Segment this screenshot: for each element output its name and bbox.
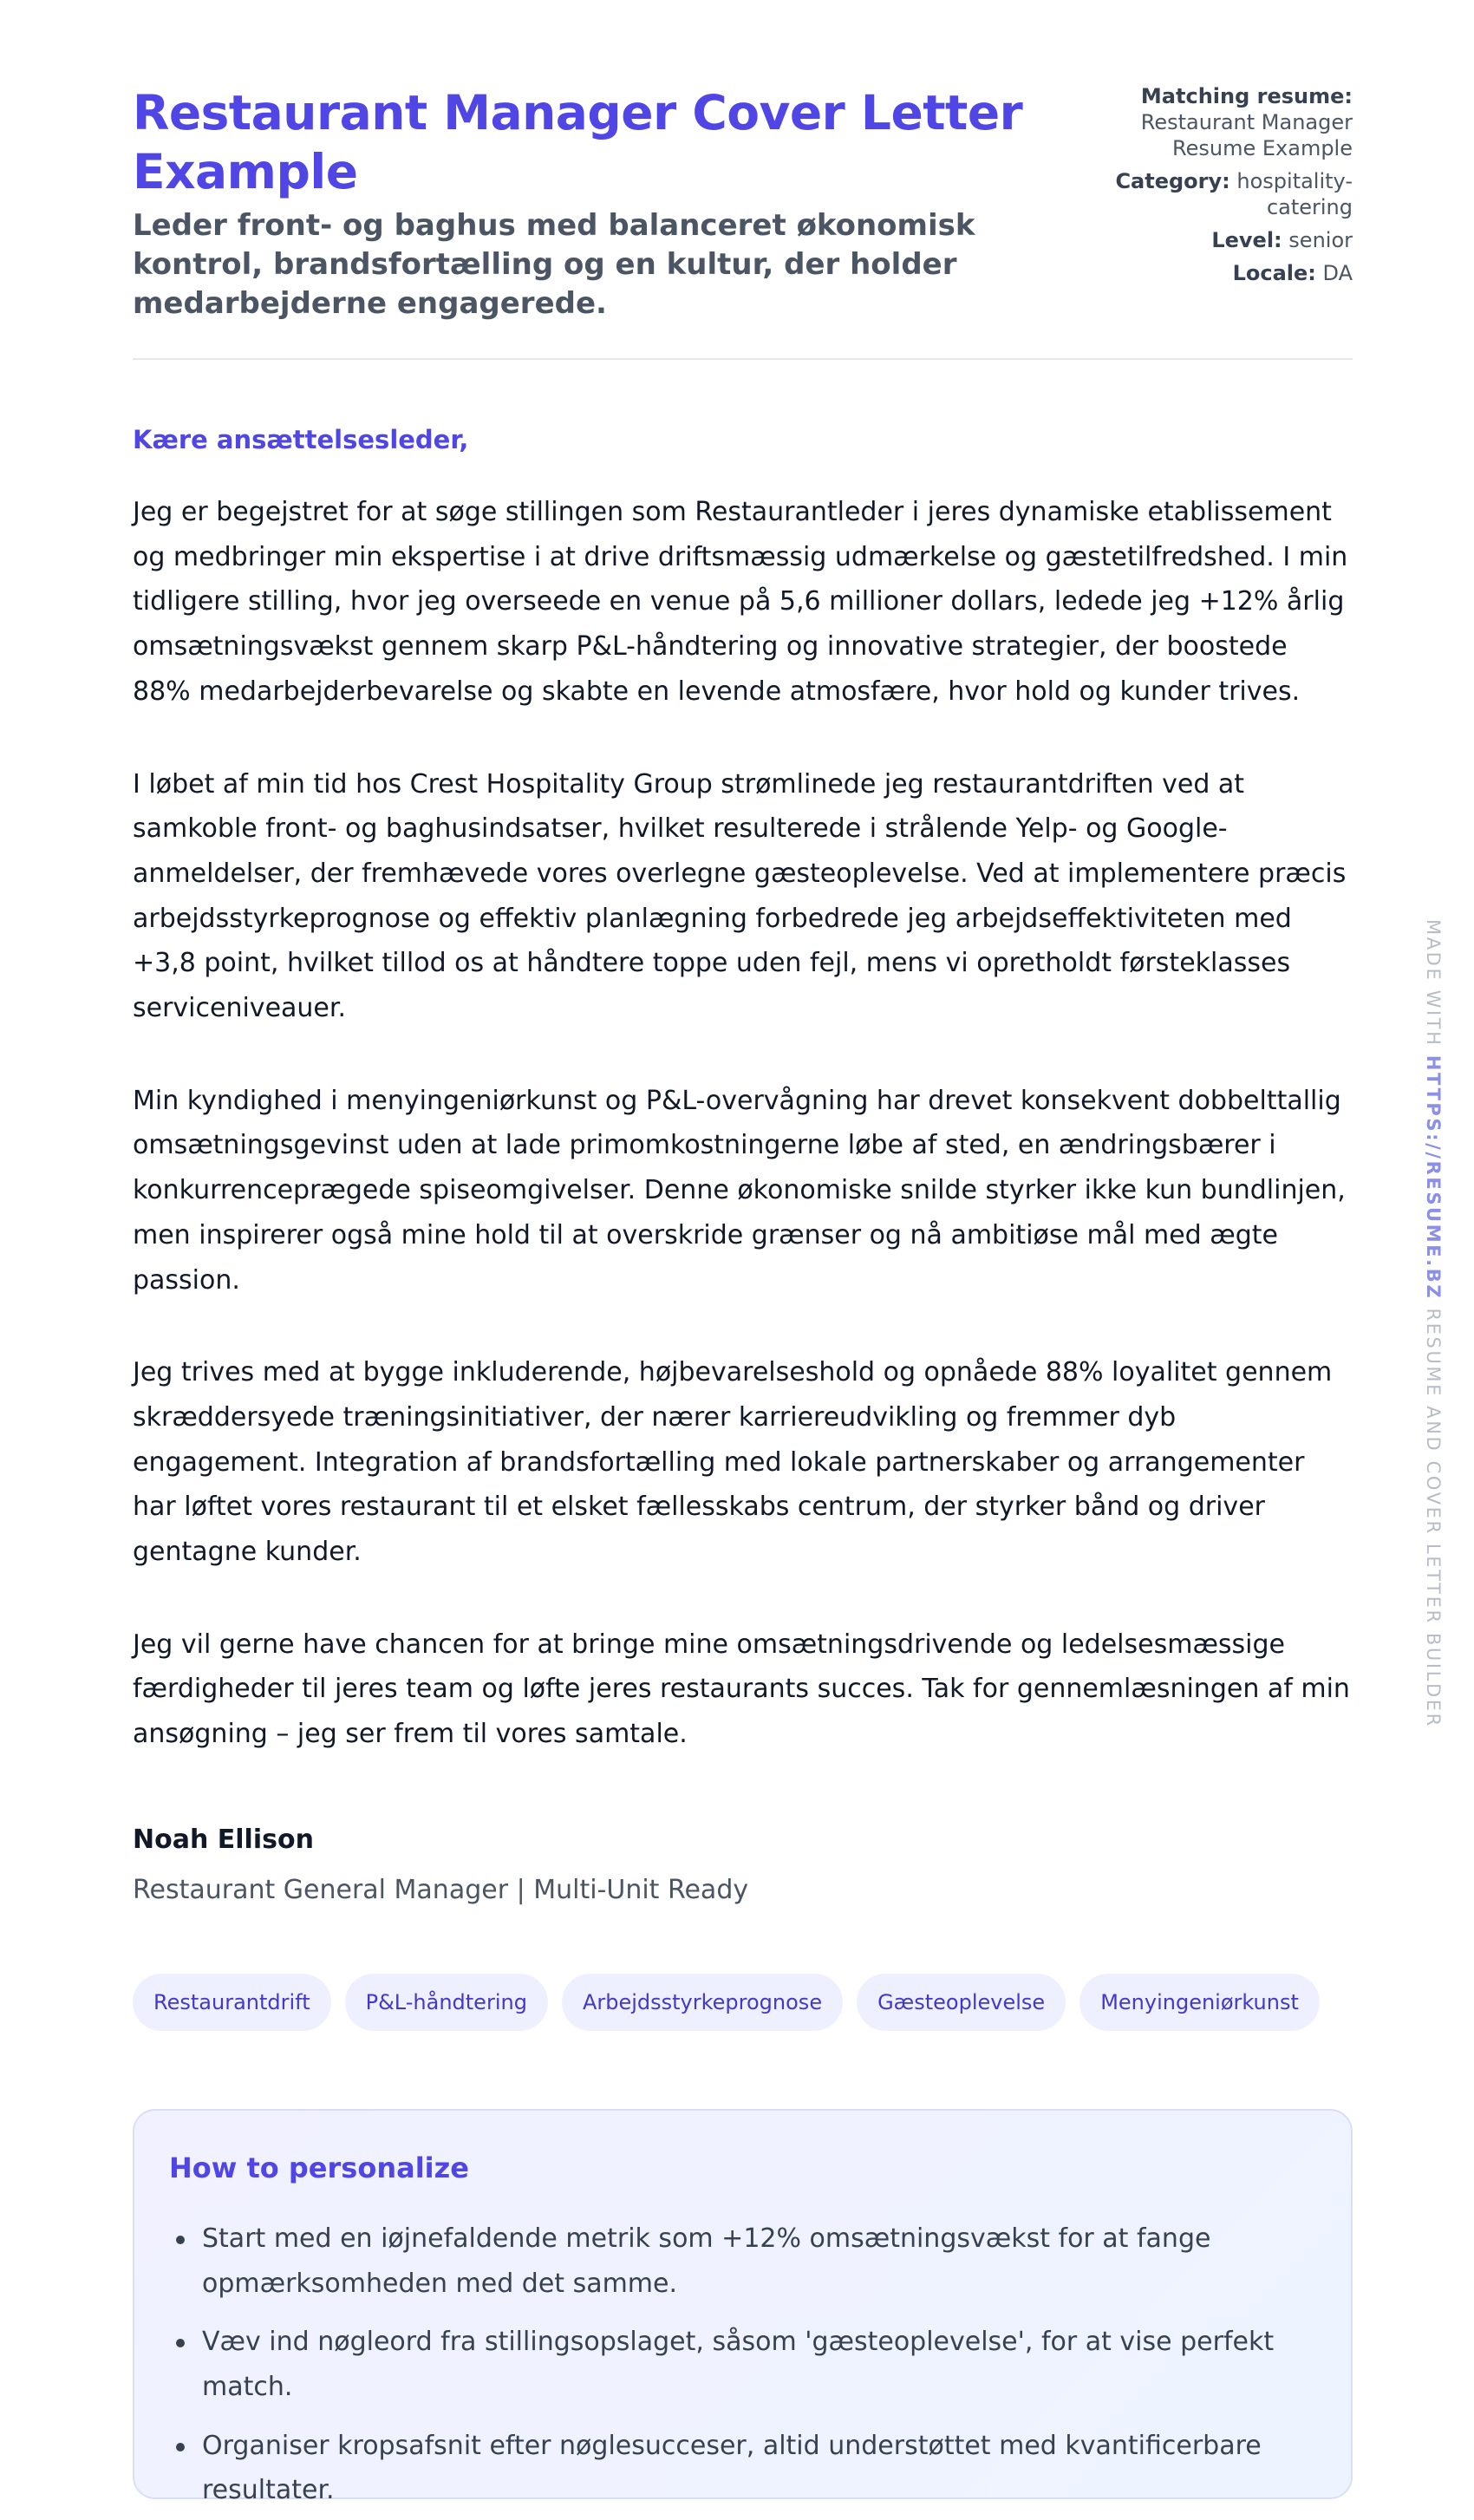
- page-subtitle: Leder front- og baghus med balanceret økonomisk kontrol, brandsfortælling og en kultur, der holder medarbejderne engagerede.: [133, 208, 975, 321]
- signature-block: [133, 1823, 1353, 1908]
- letter-paragraph: Jeg vil gerne have chancen for at bringe mine omsætningsdrivende og ledelsesmæssige færdigheder til jeres team og løfte jeres restaurants succes. Tak for gennemlæsningen af min ansøgning – jeg ser frem til vores samtale.: [133, 1629, 1350, 1750]
- meta-locale: [1092, 260, 1353, 286]
- meta-matching-resume: [1092, 83, 1353, 161]
- skill-tag: P&L-håndtering: [345, 1974, 548, 2031]
- tip-item: Organiser kropsafsnit efter nøglesucceser, altid understøttet med kvantificerbare resultater.: [169, 2424, 1316, 2513]
- signature-name: Noah Ellison: [133, 1824, 314, 1855]
- meta-level: [1092, 227, 1353, 253]
- meta-panel: [1092, 83, 1353, 293]
- tip-item: Start med en iøjnefaldende metrik som +12% omsætningsvækst for at fange opmærksomheden med det samme.: [169, 2216, 1316, 2306]
- meta-category: [1092, 168, 1353, 220]
- signature-title: Restaurant General Manager | Multi-Unit Ready: [133, 1874, 749, 1905]
- letter-paragraph: Jeg trives med at bygge inkluderende, højbevarelseshold og opnåede 88% loyalitet gennem skræddersyede træningsinitiativer, der nærer karriereudvikling og fremmer dyb engagement. Integration af brandsfortælling med lokale partnerskaber og arrangementer har løftet vores restaurant til et elsket fællesskabs centrum, der styrker bånd og driver gentagne kunder.: [133, 1357, 1333, 1568]
- meta-level-label: Level:: [1211, 228, 1282, 252]
- made-with-link[interactable]: HTTPS://RESUME.BZ: [1423, 1054, 1444, 1301]
- meta-category-label: Category:: [1115, 169, 1230, 193]
- letter-paragraph: I løbet af min tid hos Crest Hospitality Group strømlinede jeg restaurantdriften ved at samkoble front- og baghusindsatser, hvilket resulterede i strålende Yelp- og Google-anmeldelser, der fremhævede vores overlegne gæsteoplevelse. Ved at implementere præcis arbejdsstyrkeprognose og effektiv planlægning forbedrede jeg arbejdseffektiviteten med +3,8 point, hvilket tillod os at håndtere toppe uden fejl, mens vi opretholdt førsteklasses serviceniveauer.: [133, 768, 1347, 1024]
- letter-paragraph: Min kyndighed i menyingeniørkunst og P&L-overvågning har drevet konsekvent dobbelttallig omsætningsgevinst uden at lade primomkostningerne løbe af sted, en ændringsbærer i konkurrenceprægede spiseomgivelser. Denne økonomiske snilde styrker ikke kun bundlinjen, men inspirerer også mine hold til at overskride grænser og nå ambitiøse mål med ægte passion.: [133, 1085, 1346, 1296]
- skill-tags: [133, 1974, 1353, 2031]
- meta-category-value: hospitality-catering: [1236, 169, 1353, 219]
- meta-matching-value[interactable]: Restaurant Manager Resume Example: [1140, 110, 1353, 160]
- skill-tag: Menyingeniørkunst: [1079, 1974, 1320, 2031]
- skill-tag: Restaurantdrift: [133, 1974, 331, 2031]
- cover-letter-page: [133, 0, 1353, 2506]
- tips-list: [169, 2216, 1316, 2513]
- tip-item: Væv ind nøgleord fra stillingsopslaget, såsom 'gæsteoplevelse', for at vise perfekt match.: [169, 2320, 1316, 2409]
- meta-locale-value: DA: [1322, 261, 1353, 285]
- made-with-sidebar: [1423, 919, 1444, 1728]
- meta-matching-label: Matching resume:: [1140, 84, 1353, 108]
- made-with-text: [1423, 919, 1444, 1728]
- made-with-suffix: RESUME AND COVER LETTER BUILDER: [1423, 1308, 1444, 1728]
- skill-tag: Gæsteoplevelse: [857, 1974, 1066, 2031]
- page-header: [133, 0, 1353, 360]
- made-with-prefix: MADE WITH: [1423, 919, 1444, 1048]
- letter-body: [133, 360, 1353, 1908]
- page-title: Restaurant Manager Cover Letter Example: [133, 85, 1023, 199]
- skill-tag: Arbejdsstyrkeprognose: [562, 1974, 843, 2031]
- salutation: Kære ansættelsesleder,: [133, 425, 469, 454]
- tips-title: How to personalize: [169, 2151, 469, 2184]
- letter-paragraph: Jeg er begejstret for at søge stillingen som Restaurantleder i jeres dynamiske etablissement og medbringer min ekspertise i at drive driftsmæssig udmærkelse og gæstetilfredshed. I min tidligere stilling, hvor jeg overseede en venue på 5,6 millioner dollars, ledede jeg +12% årlig omsætningsvækst gennem skarp P&L-håndtering og innovative strategier, der boostede 88% medarbejderbevarelse og skabte en levende atmosfære, hvor hold og kunder trives.: [133, 497, 1348, 707]
- meta-level-value: senior: [1288, 228, 1353, 252]
- meta-locale-label: Locale:: [1232, 261, 1316, 285]
- personalize-tips-card: [133, 2109, 1353, 2506]
